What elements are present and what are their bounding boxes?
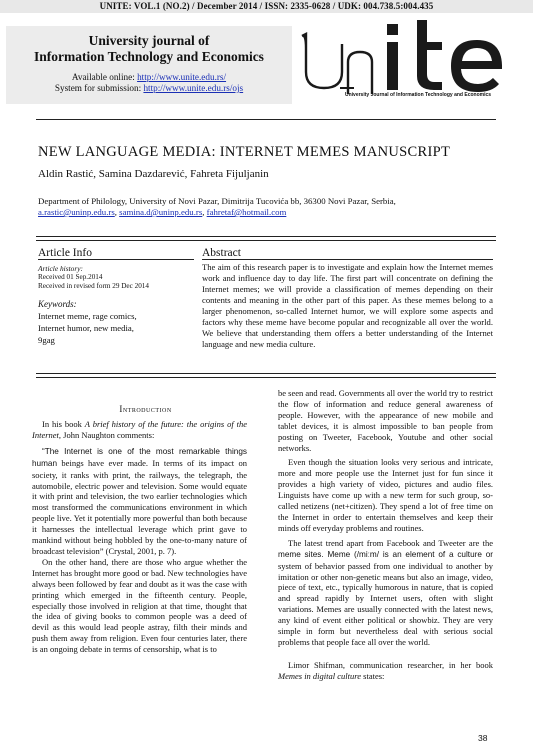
revised-date: Received in revised form 29 Dec 2014 [38, 282, 149, 290]
left-column [32, 419, 247, 655]
submission-line [6, 83, 292, 94]
affiliation [38, 196, 498, 218]
online-link[interactable]: http://www.unite.edu.rs/ [137, 72, 227, 82]
paragraph: On the other hand, there are those who argue whether the Internet has brought more good or bad. New technologies have always been followed by fear and doubt as it was the case with printing which emerged in the fifteenth century. People, especially those involved in religion at that time, thought that the idea of giving books to common people was a deed of devil as this would lead people astray, filth their minds and push them away from religion. Even four centuries later, there is an ongoing debate in terms of censorship, what is to [32, 556, 247, 655]
received-date: Received 01 Sep.2014 [38, 273, 103, 281]
book-title: A brief history of the future: the origins of the Internet [32, 419, 247, 440]
divider [36, 119, 496, 120]
email-list: a.rastic@uninp.edu.rs, samina.d@uninp.edu.rs, fahretaf@hotmail.com [38, 207, 287, 217]
abstract-heading: Abstract [202, 247, 241, 259]
divider [36, 236, 496, 237]
article-info-heading: Article Info [38, 247, 92, 259]
keywords-label: Keywords: [38, 299, 77, 309]
abstract-heading-rule [202, 246, 493, 260]
abstract-text: The aim of this research paper is to investigate and explain how the Internet memes work and influence day to day life. The first part will concentrate on defining the Internet memes; we will provide a classification of memes depending on their contents and meaning in the other part of this paper. As these memes belong to a larger phenomenon, so-called Internet humor, we will explore some aspects and factors why these meme have become popular and recognizable all over the world. We believe that understanding them offers a better understanding of the Internet language and new media culture. [202, 262, 493, 349]
page-number: 38 [478, 733, 488, 743]
logo-subtitle: University Journal of Information Technology and Economics [345, 92, 492, 98]
article-title: NEW LANGUAGE MEDIA: INTERNET MEMES MANUSCRIPT [38, 144, 451, 160]
email-link-1[interactable]: a.rastic@uninp.edu.rs [38, 207, 115, 217]
history-label: Article history: [38, 264, 83, 273]
book-title: Memes in digital culture [278, 670, 362, 681]
divider [36, 377, 496, 378]
running-header: UNITE: VOL.1 (NO.2) / December 2014 / ISSN: 2335-0628 / UDK: 004.738.5:004.435 [0, 0, 533, 13]
email-link-3[interactable]: fahretaf@hotmail.com [206, 207, 287, 217]
submission-label: System for submission: [54, 83, 144, 93]
keywords-line-1: Internet meme, rage comics, [38, 311, 137, 321]
email-link-2[interactable]: samina.d@uninp.edu.rs [119, 207, 203, 217]
online-line [6, 72, 292, 83]
paragraph: Limor Shifman, communication researcher, in her book Memes in digital culture states: [278, 659, 493, 681]
submission-link[interactable]: http://www.unite.edu.rs/ojs [143, 83, 244, 93]
keywords-line-2: Internet humor, new media, [38, 323, 134, 333]
article-authors: Aldin Rastić, Samina Dazdarević, Fahreta Fijuljanin [38, 168, 269, 180]
quote-paragraph: “The Internet is one of the most remarkable things human beings have ever made. In terms of its impact on society, it ranks with print, the railways, the telegraph, the automobile, electric power and television. Some would equate it with print and television, the two earlier technologies which most transformed the communications environment in which people live. Yet it potentially more powerful than both because it harnesses the intellectual leverage which print gave to mankind without being hobbled by the one-to-many nature of broadcast television” (Crystal, 2001, p. 7). [32, 446, 247, 556]
online-label: Available online: [71, 72, 138, 82]
paragraph: Even though the situation looks very serious and intricate, more and more people use the Internet just for fun since it provides a high variety of video, pictures and audio files. Linguists have come up with a new term for such group, so-called netizens (net+citizen). They spend a lot of free time on the Internet in order to entertain themselves and keep their minds off everyday problems and routines. [278, 457, 493, 533]
section-heading-introduction: Introduction [119, 404, 172, 414]
divider [36, 373, 496, 374]
journal-title-line2: Information Technology and Economics [34, 49, 264, 64]
keywords-line-3: 9gag [38, 335, 55, 345]
affiliation-text: Department of Philology, University of Novi Pazar, Dimitrija Tucovića bb, 36300 Novi Pazar, Serbia, [38, 196, 396, 206]
paragraph: be seen and read. Governments all over the world try to restrict the flow of information and reduce general awareness of people. However, with the appearance of new mobile and tablet devices, it is almost impossible to ban people from posting on Tweeter, Facebook, Youtube and other social networks. [278, 388, 493, 453]
divider [36, 240, 496, 241]
right-column [278, 388, 493, 682]
journal-header-box [6, 26, 292, 104]
paragraph: The latest trend apart from Facebook and Tweeter are the meme sites. Meme (/miːm/ is an element of a culture or system of behavior passed from one individual to another by imitation or other non-genetic means but also an image, video, piece of text, etc., typically humorous in nature, that is copied and spread rapidly by Internet users, often with slight variations. Memes are usually connected with the latest news, any kind of event either political or showbiz. They are very simple in form but nevertheless deal with serious social problems that people face all over the world. [278, 537, 493, 647]
paragraph: In his book A brief history of the future: the origins of the Internet, John Naughton comments: [32, 419, 247, 440]
journal-title-line1: University journal of [88, 33, 210, 48]
